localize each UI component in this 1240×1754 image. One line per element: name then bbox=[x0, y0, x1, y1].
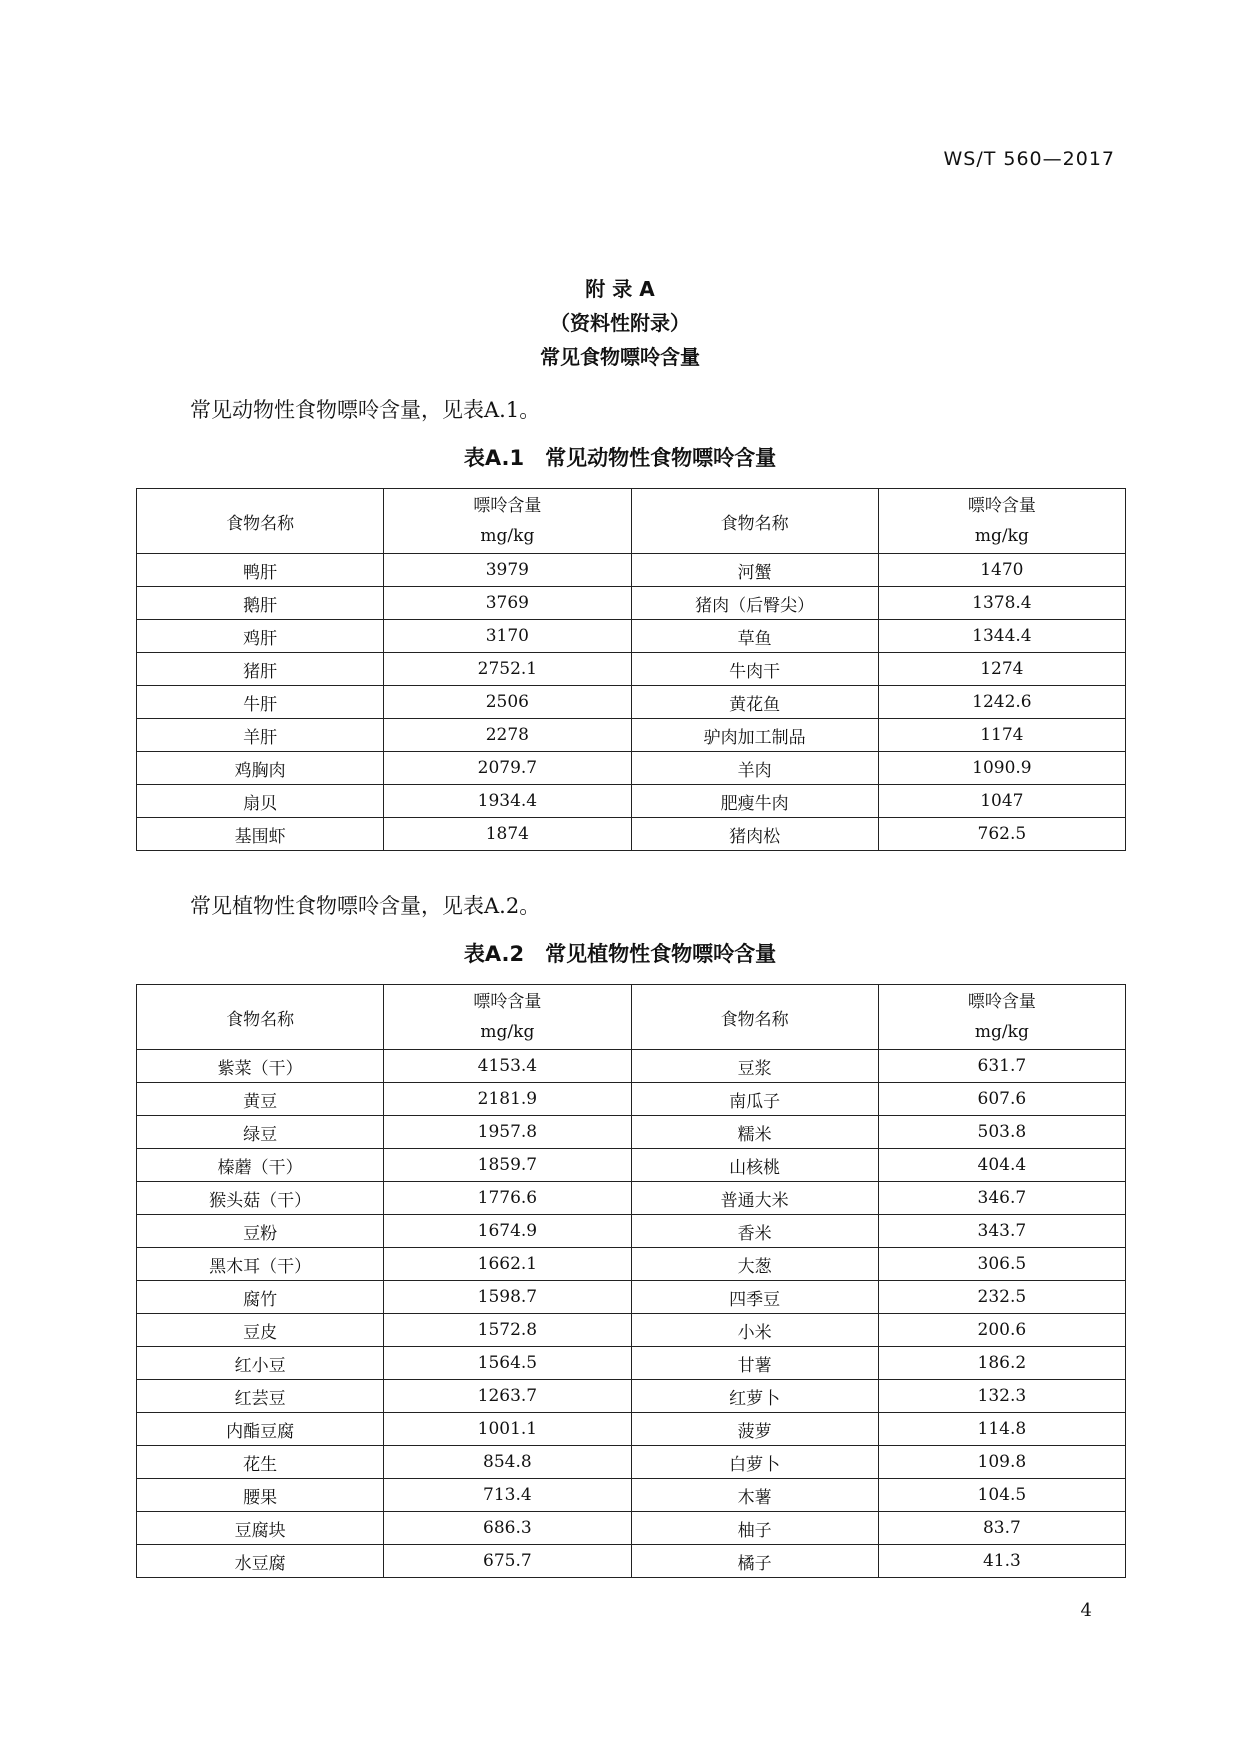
purine-value-cell: 1344.4 bbox=[878, 620, 1125, 653]
food-name-cell: 豆腐块 bbox=[137, 1512, 384, 1545]
purine-value-cell: 1263.7 bbox=[384, 1380, 631, 1413]
purine-value-cell: 343.7 bbox=[878, 1215, 1125, 1248]
food-name-cell: 红芸豆 bbox=[137, 1380, 384, 1413]
table-1 bbox=[136, 488, 1126, 851]
food-name-cell: 四季豆 bbox=[631, 1281, 878, 1314]
food-name-cell: 榛蘑（干） bbox=[137, 1149, 384, 1182]
appendix-subtitle: （资料性附录） bbox=[550, 311, 690, 335]
food-name-cell: 橘子 bbox=[631, 1545, 878, 1578]
purine-label: 嘌呤含量 bbox=[967, 496, 1036, 516]
food-name-cell: 内酯豆腐 bbox=[137, 1413, 384, 1446]
table-row bbox=[137, 1149, 1126, 1182]
table-row bbox=[137, 1479, 1126, 1512]
food-name-cell: 基围虾 bbox=[137, 818, 384, 851]
column-header-purine bbox=[878, 985, 1125, 1050]
appendix-heading: 常见食物嘌呤含量 bbox=[540, 345, 700, 369]
table-1-caption: 表A.1 常见动物性食物嘌呤含量 bbox=[463, 446, 777, 470]
purine-value-cell: 1572.8 bbox=[384, 1314, 631, 1347]
food-name-cell: 小米 bbox=[631, 1314, 878, 1347]
food-name-cell: 腐竹 bbox=[137, 1281, 384, 1314]
table-row bbox=[137, 1116, 1126, 1149]
table-row bbox=[137, 1512, 1126, 1545]
purine-label: 嘌呤含量 bbox=[473, 992, 542, 1012]
purine-value-cell: 4153.4 bbox=[384, 1050, 631, 1083]
unit-label: mg/kg bbox=[480, 526, 535, 546]
purine-value-cell: 306.5 bbox=[878, 1248, 1125, 1281]
food-name-cell: 普通大米 bbox=[631, 1182, 878, 1215]
food-name-cell: 绿豆 bbox=[137, 1116, 384, 1149]
table-header-row bbox=[137, 985, 1126, 1050]
appendix-title: 附 录 A bbox=[585, 277, 655, 301]
food-name-cell: 猪肉松 bbox=[631, 818, 878, 851]
purine-value-cell: 83.7 bbox=[878, 1512, 1125, 1545]
purine-value-cell: 713.4 bbox=[384, 1479, 631, 1512]
column-header-food-name: 食物名称 bbox=[137, 985, 384, 1050]
table-row bbox=[137, 752, 1126, 785]
purine-value-cell: 1674.9 bbox=[384, 1215, 631, 1248]
purine-value-cell: 104.5 bbox=[878, 1479, 1125, 1512]
food-name-cell: 草鱼 bbox=[631, 620, 878, 653]
purine-value-cell: 2752.1 bbox=[384, 653, 631, 686]
purine-value-cell: 232.5 bbox=[878, 1281, 1125, 1314]
unit-label: mg/kg bbox=[974, 1022, 1029, 1042]
purine-value-cell: 1776.6 bbox=[384, 1182, 631, 1215]
food-name-cell: 豆粉 bbox=[137, 1215, 384, 1248]
food-name-cell: 甘薯 bbox=[631, 1347, 878, 1380]
food-name-cell: 黑木耳（干） bbox=[137, 1248, 384, 1281]
table-header-row bbox=[137, 489, 1126, 554]
table-row bbox=[137, 1380, 1126, 1413]
intro-paragraph-1: 常见动物性食物嘌呤含量，见表A.1。 bbox=[190, 398, 541, 422]
table-row bbox=[137, 1446, 1126, 1479]
purine-value-cell: 854.8 bbox=[384, 1446, 631, 1479]
column-header-food-name: 食物名称 bbox=[137, 489, 384, 554]
column-header-purine bbox=[384, 985, 631, 1050]
food-name-cell: 肥瘦牛肉 bbox=[631, 785, 878, 818]
column-header-food-name: 食物名称 bbox=[631, 489, 878, 554]
purine-value-cell: 2079.7 bbox=[384, 752, 631, 785]
table-row bbox=[137, 620, 1126, 653]
food-name-cell: 黄豆 bbox=[137, 1083, 384, 1116]
purine-value-cell: 1047 bbox=[878, 785, 1125, 818]
food-name-cell: 白萝卜 bbox=[631, 1446, 878, 1479]
food-name-cell: 扇贝 bbox=[137, 785, 384, 818]
purine-value-cell: 1598.7 bbox=[384, 1281, 631, 1314]
food-name-cell: 菠萝 bbox=[631, 1413, 878, 1446]
food-name-cell: 猪肉（后臀尖） bbox=[631, 587, 878, 620]
purine-value-cell: 1957.8 bbox=[384, 1116, 631, 1149]
table-row bbox=[137, 653, 1126, 686]
food-name-cell: 黄花鱼 bbox=[631, 686, 878, 719]
purine-value-cell: 346.7 bbox=[878, 1182, 1125, 1215]
food-name-cell: 木薯 bbox=[631, 1479, 878, 1512]
food-name-cell: 鸭肝 bbox=[137, 554, 384, 587]
table-row bbox=[137, 1248, 1126, 1281]
food-name-cell: 羊肉 bbox=[631, 752, 878, 785]
purine-value-cell: 607.6 bbox=[878, 1083, 1125, 1116]
table-row bbox=[137, 554, 1126, 587]
table-row bbox=[137, 785, 1126, 818]
table-2-caption: 表A.2 常见植物性食物嘌呤含量 bbox=[463, 942, 777, 966]
food-name-cell: 鸡肝 bbox=[137, 620, 384, 653]
food-name-cell: 柚子 bbox=[631, 1512, 878, 1545]
table-row bbox=[137, 1347, 1126, 1380]
food-name-cell: 鸡胸肉 bbox=[137, 752, 384, 785]
page-number: 4 bbox=[1080, 1600, 1092, 1621]
purine-value-cell: 1174 bbox=[878, 719, 1125, 752]
unit-label: mg/kg bbox=[974, 526, 1029, 546]
food-name-cell: 紫菜（干） bbox=[137, 1050, 384, 1083]
purine-value-cell: 503.8 bbox=[878, 1116, 1125, 1149]
table-row bbox=[137, 1413, 1126, 1446]
food-name-cell: 糯米 bbox=[631, 1116, 878, 1149]
food-name-cell: 豆皮 bbox=[137, 1314, 384, 1347]
table-row bbox=[137, 1083, 1126, 1116]
purine-value-cell: 114.8 bbox=[878, 1413, 1125, 1446]
purine-value-cell: 1090.9 bbox=[878, 752, 1125, 785]
food-name-cell: 牛肝 bbox=[137, 686, 384, 719]
purine-value-cell: 686.3 bbox=[384, 1512, 631, 1545]
food-name-cell: 红小豆 bbox=[137, 1347, 384, 1380]
purine-value-cell: 1934.4 bbox=[384, 785, 631, 818]
food-name-cell: 大葱 bbox=[631, 1248, 878, 1281]
table-row bbox=[137, 1215, 1126, 1248]
food-name-cell: 香米 bbox=[631, 1215, 878, 1248]
purine-value-cell: 631.7 bbox=[878, 1050, 1125, 1083]
table-row bbox=[137, 1281, 1126, 1314]
purine-value-cell: 2278 bbox=[384, 719, 631, 752]
purine-value-cell: 1470 bbox=[878, 554, 1125, 587]
purine-label: 嘌呤含量 bbox=[967, 992, 1036, 1012]
column-header-food-name: 食物名称 bbox=[631, 985, 878, 1050]
purine-value-cell: 1564.5 bbox=[384, 1347, 631, 1380]
table-row bbox=[137, 1545, 1126, 1578]
standard-code: WS/T 560—2017 bbox=[943, 148, 1115, 170]
table-row bbox=[137, 686, 1126, 719]
food-name-cell: 豆浆 bbox=[631, 1050, 878, 1083]
purine-value-cell: 1874 bbox=[384, 818, 631, 851]
purine-value-cell: 132.3 bbox=[878, 1380, 1125, 1413]
purine-value-cell: 675.7 bbox=[384, 1545, 631, 1578]
purine-value-cell: 3769 bbox=[384, 587, 631, 620]
food-name-cell: 牛肉干 bbox=[631, 653, 878, 686]
food-name-cell: 山核桃 bbox=[631, 1149, 878, 1182]
purine-value-cell: 2506 bbox=[384, 686, 631, 719]
purine-value-cell: 1242.6 bbox=[878, 686, 1125, 719]
food-name-cell: 河蟹 bbox=[631, 554, 878, 587]
purine-value-cell: 1378.4 bbox=[878, 587, 1125, 620]
food-name-cell: 驴肉加工制品 bbox=[631, 719, 878, 752]
column-header-purine bbox=[878, 489, 1125, 554]
purine-value-cell: 1859.7 bbox=[384, 1149, 631, 1182]
food-name-cell: 腰果 bbox=[137, 1479, 384, 1512]
column-header-purine bbox=[384, 489, 631, 554]
food-name-cell: 猴头菇（干） bbox=[137, 1182, 384, 1215]
purine-value-cell: 3170 bbox=[384, 620, 631, 653]
purine-label: 嘌呤含量 bbox=[473, 496, 542, 516]
table-row bbox=[137, 1050, 1126, 1083]
table-row bbox=[137, 1314, 1126, 1347]
food-name-cell: 花生 bbox=[137, 1446, 384, 1479]
appendix-heading-block bbox=[0, 272, 1240, 374]
table-2 bbox=[136, 984, 1126, 1578]
purine-value-cell: 1274 bbox=[878, 653, 1125, 686]
purine-value-cell: 109.8 bbox=[878, 1446, 1125, 1479]
table-row bbox=[137, 818, 1126, 851]
purine-value-cell: 200.6 bbox=[878, 1314, 1125, 1347]
purine-value-cell: 2181.9 bbox=[384, 1083, 631, 1116]
food-name-cell: 南瓜子 bbox=[631, 1083, 878, 1116]
table-row bbox=[137, 719, 1126, 752]
food-name-cell: 猪肝 bbox=[137, 653, 384, 686]
food-name-cell: 鹅肝 bbox=[137, 587, 384, 620]
intro-paragraph-2: 常见植物性食物嘌呤含量，见表A.2。 bbox=[190, 894, 541, 918]
food-name-cell: 水豆腐 bbox=[137, 1545, 384, 1578]
table-row bbox=[137, 587, 1126, 620]
purine-value-cell: 762.5 bbox=[878, 818, 1125, 851]
food-name-cell: 羊肝 bbox=[137, 719, 384, 752]
unit-label: mg/kg bbox=[480, 1022, 535, 1042]
food-name-cell: 红萝卜 bbox=[631, 1380, 878, 1413]
purine-value-cell: 186.2 bbox=[878, 1347, 1125, 1380]
table-row bbox=[137, 1182, 1126, 1215]
purine-value-cell: 1662.1 bbox=[384, 1248, 631, 1281]
purine-value-cell: 1001.1 bbox=[384, 1413, 631, 1446]
purine-value-cell: 41.3 bbox=[878, 1545, 1125, 1578]
purine-value-cell: 3979 bbox=[384, 554, 631, 587]
purine-value-cell: 404.4 bbox=[878, 1149, 1125, 1182]
